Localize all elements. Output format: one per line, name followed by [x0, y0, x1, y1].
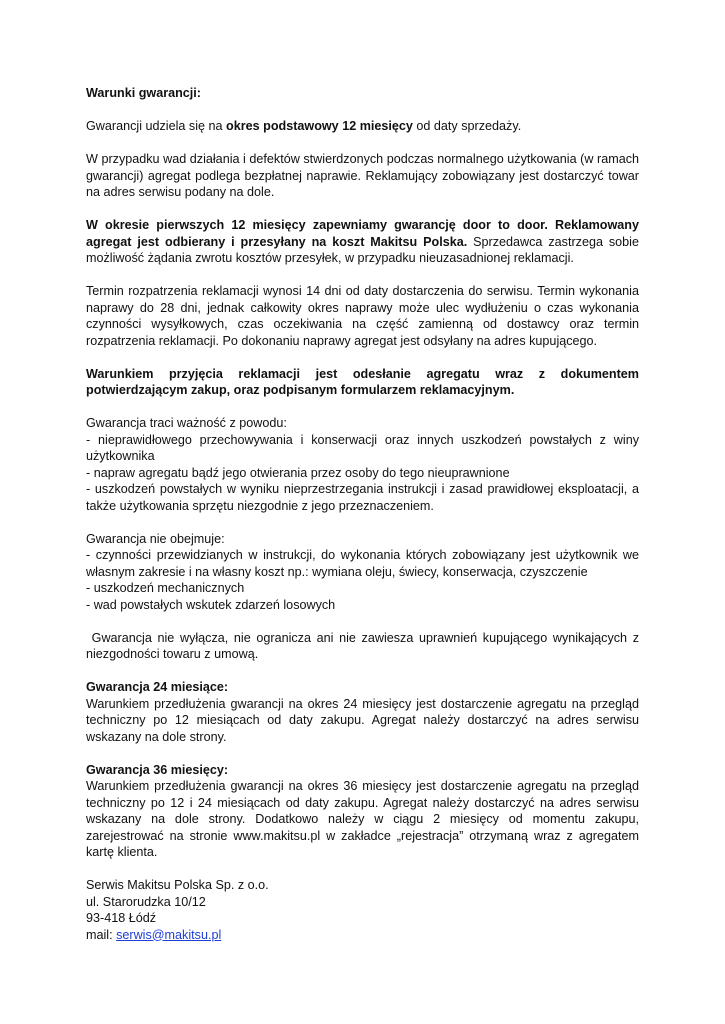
mail-label: mail: [86, 927, 117, 942]
warranty-36-heading: Gwarancja 36 miesięcy: [86, 762, 229, 777]
paragraph-free-repair: W przypadku wad działania i defektów stwierdzonych podczas normalnego użytkowania (w ramach gwarancji) agregat podlega bezpłatnej naprawie. Reklamujący zobowiązany jest dostarczyć towar na adres serwisu podany na dole. [86, 152, 639, 199]
paragraph-repair-terms: Termin rozpatrzenia reklamacji wynosi 14 dni od daty dostarczenia do serwisu. Termin wykonania naprawy do 28 dni, jednak całkowity okres naprawy może ulec wydłużeniu o czas wykonania czynności wysyłkowych, czas oczekiwania na część zamienną od dostawcy oraz termin rozpatrzenia reklamacji. Po dokonaniu naprawy agregat jest odsyłany na adres kupującego. [86, 284, 639, 348]
mail-link[interactable]: serwis@makitsu.pl [116, 927, 222, 942]
address-company: Serwis Makitsu Polska Sp. z o.o. [86, 878, 269, 892]
section-warranty-24 [86, 679, 639, 745]
service-address [86, 877, 639, 943]
basic-period-bold: okres podstawowy 12 miesięcy [226, 119, 413, 133]
door-to-door-bold: W okresie pierwszych 12 miesięcy zapewniamy gwarancję door to door. Reklamowany agregat jest odbierany i przesyłany na koszt Makitsu Polska. [86, 218, 639, 249]
warranty-exclusions-list [86, 531, 639, 614]
warranty-24-heading: Gwarancja 24 miesiące: [86, 680, 229, 694]
door-to-door-rest: Sprzedawca zastrzega sobie możliwość żądania zwrotu kosztów przesyłek, w przypadku nieuzasadnionej reklamacji. [86, 234, 639, 265]
list-item: - uszkodzeń powstałych w wyniku nieprzestrzegania instrukcji i zasad prawidłowej eksploatacji, a także użytkowania sprzętu niezgodnie z jego przeznaczeniem. [86, 482, 639, 513]
address-mail-line [86, 927, 639, 944]
list-item: - wad powstałych wskutek zdarzeń losowych [86, 597, 336, 612]
exclusions-intro: Gwarancja nie obejmuje: [86, 531, 225, 546]
paragraph-basic-period [86, 118, 639, 135]
list-item: - nieprawidłowego przechowywania i konserwacji oraz innych uszkodzeń powstałych z winy użytkownika [86, 432, 639, 463]
list-item: - uszkodzeń mechanicznych [86, 581, 245, 595]
document-title: Warunki gwarancji: [86, 86, 201, 100]
address-street: ul. Starorudzka 10/12 [86, 894, 206, 909]
list-item: - czynności przewidzianych w instrukcji, do wykonania których zobowiązany jest użytkownik we własnym zakresie i na własny koszt np.: wymiana oleju, świecy, konserwacja, czyszczenie [86, 548, 639, 579]
paragraph-claim-condition: Warunkiem przyjęcia reklamacji jest odesłanie agregatu wraz z dokumentem potwierdzającym zakup, oraz podpisanym formularzem reklamacyjnym. [86, 366, 639, 397]
paragraph-door-to-door [86, 217, 639, 267]
section-warranty-36 [86, 762, 639, 861]
basic-period-post: od daty sprzedaży. [412, 119, 522, 133]
warranty-24-text: Warunkiem przedłużenia gwarancji na okres 24 miesięcy jest dostarczenie agregatu na przegląd techniczny po 12 miesiącach od daty zakupu. Agregat należy dostarczyć na adres serwisu wskazany na dole strony. [86, 696, 639, 744]
paragraph-consumer-rights: Gwarancja nie wyłącza, nie ogranicza ani nie zawiesza uprawnień kupującego wynikających z niezgodności towaru z umową. [86, 630, 643, 661]
basic-period-pre: Gwarancji udziela się na [86, 119, 227, 133]
list-item: - napraw agregatu bądź jego otwierania przez osoby do tego nieuprawnione [86, 465, 510, 480]
warranty-void-list [86, 415, 639, 514]
warranty-void-intro: Gwarancja traci ważność z powodu: [86, 416, 287, 430]
address-city: 93-418 Łódź [86, 911, 157, 925]
warranty-36-text: Warunkiem przedłużenia gwarancji na okres 36 miesięcy jest dostarczenie agregatu na przegląd techniczny po 12 i 24 miesiącach od daty zakupu. Agregat należy dostarczyć na adres serwisu wskazany na dole strony. Dodatkowo należy w ciągu 2 miesięcy od momentu zakupu, zarejestrować na stronie www.makitsu.pl w zakładce „rejestracja” otrzymaną wraz z agregatem kartę klienta. [86, 779, 639, 859]
warranty-document [86, 85, 643, 960]
